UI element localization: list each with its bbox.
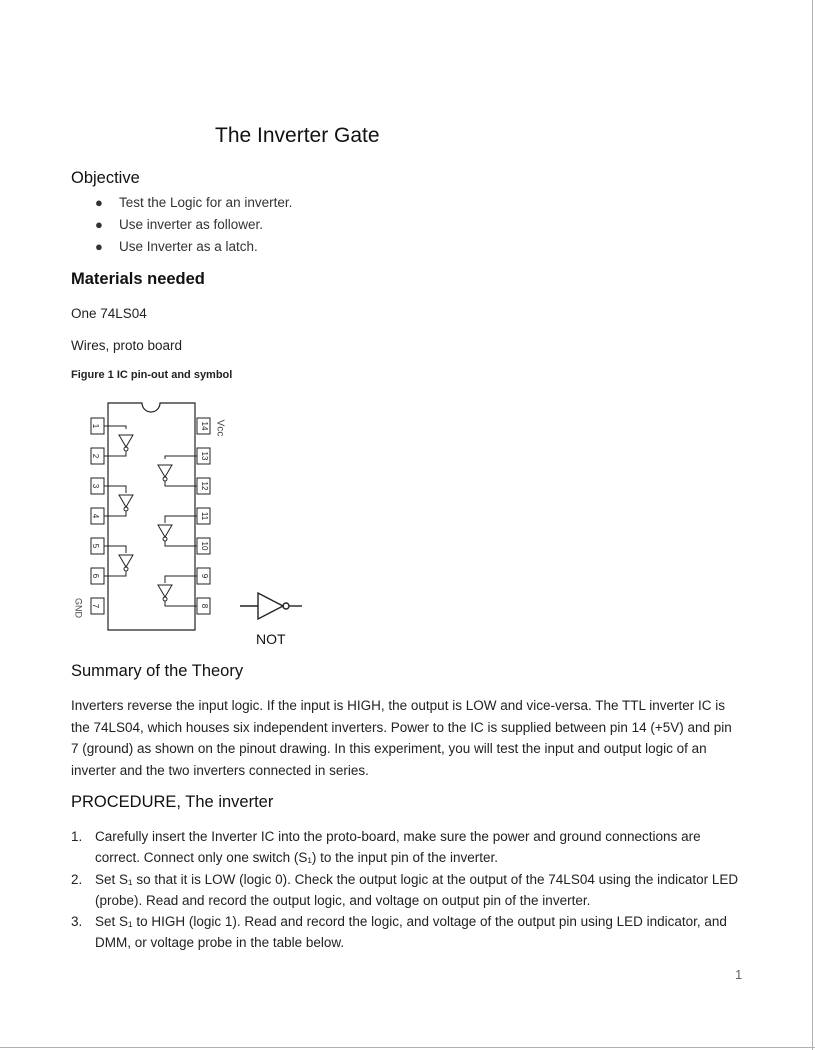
svg-text:1: 1 xyxy=(90,423,100,429)
not-gate-symbol xyxy=(240,593,302,619)
svg-text:14: 14 xyxy=(199,421,209,431)
list-item: ● Use inverter as follower. xyxy=(95,214,292,236)
not-gate-label: NOT xyxy=(256,631,286,647)
svg-text:10: 10 xyxy=(199,541,209,551)
list-item: 3. Set S₁ to HIGH (logic 1). Read and record the logic, and voltage of the output pin using LED indicator, and DMM, or voltage probe in the table below. xyxy=(71,914,727,951)
svg-text:7: 7 xyxy=(90,603,100,609)
page-number: 1 xyxy=(735,967,743,982)
gnd-label: GND xyxy=(73,598,84,618)
bullet-icon: ● xyxy=(95,217,103,232)
svg-text:8: 8 xyxy=(199,603,209,609)
list-item: 1. Carefully insert the Inverter IC into the proto-board, make sure the power and ground connections are correct. Connect only one switch (S₁) to the input pin of the inverter. xyxy=(71,829,701,866)
materials-wires: Wires, proto board xyxy=(71,338,183,353)
svg-text:6: 6 xyxy=(90,573,100,579)
theory-text: Inverters reverse the input logic. If the input is HIGH, the output is LOW and vice-versa. The TTL inverter IC is the 74LS04, which houses six independent inverters. Power to the IC is supplied between pin 14 (+5V) and pin 7 (ground) as shown on the pinout drawing. In this experiment, you will test the input and output logic of an inverter and the two inverters connected in series. xyxy=(71,698,732,778)
page-title: The Inverter Gate xyxy=(215,124,380,147)
svg-text:4: 4 xyxy=(90,513,100,519)
svg-text:13: 13 xyxy=(199,451,209,461)
figure-caption: Figure 1 IC pin-out and symbol xyxy=(71,369,233,381)
objective-heading: Objective xyxy=(71,169,140,187)
list-item: ● Use Inverter as a latch. xyxy=(95,236,292,258)
materials-ic: One 74LS04 xyxy=(71,306,147,321)
svg-text:9: 9 xyxy=(199,573,209,579)
list-item: ● Test the Logic for an inverter. xyxy=(95,192,292,214)
vcc-label: Vcc xyxy=(214,419,226,437)
svg-text:11: 11 xyxy=(199,511,209,521)
objective-list xyxy=(95,192,292,258)
bullet-icon: ● xyxy=(95,239,103,254)
svg-text:2: 2 xyxy=(90,453,100,459)
procedure-list xyxy=(71,826,743,954)
materials-heading: Materials needed xyxy=(71,270,205,288)
svg-text:12: 12 xyxy=(199,481,209,491)
list-item: 2. Set S₁ so that it is LOW (logic 0). Check the output logic at the output of the 74LS04 using the indicator LED (probe). Read and record the output logic, and voltage on output pin of the inverter. xyxy=(71,871,739,908)
ic-pinout-diagram xyxy=(70,398,310,633)
page-edge-bottom xyxy=(0,1047,815,1048)
procedure-heading: PROCEDURE, The inverter xyxy=(71,793,274,811)
theory-heading: Summary of the Theory xyxy=(71,662,244,680)
bullet-icon: ● xyxy=(95,195,103,210)
page-edge-right xyxy=(812,0,813,1050)
inverter-gates xyxy=(104,426,197,606)
svg-text:5: 5 xyxy=(90,543,100,549)
svg-text:3: 3 xyxy=(90,483,100,489)
